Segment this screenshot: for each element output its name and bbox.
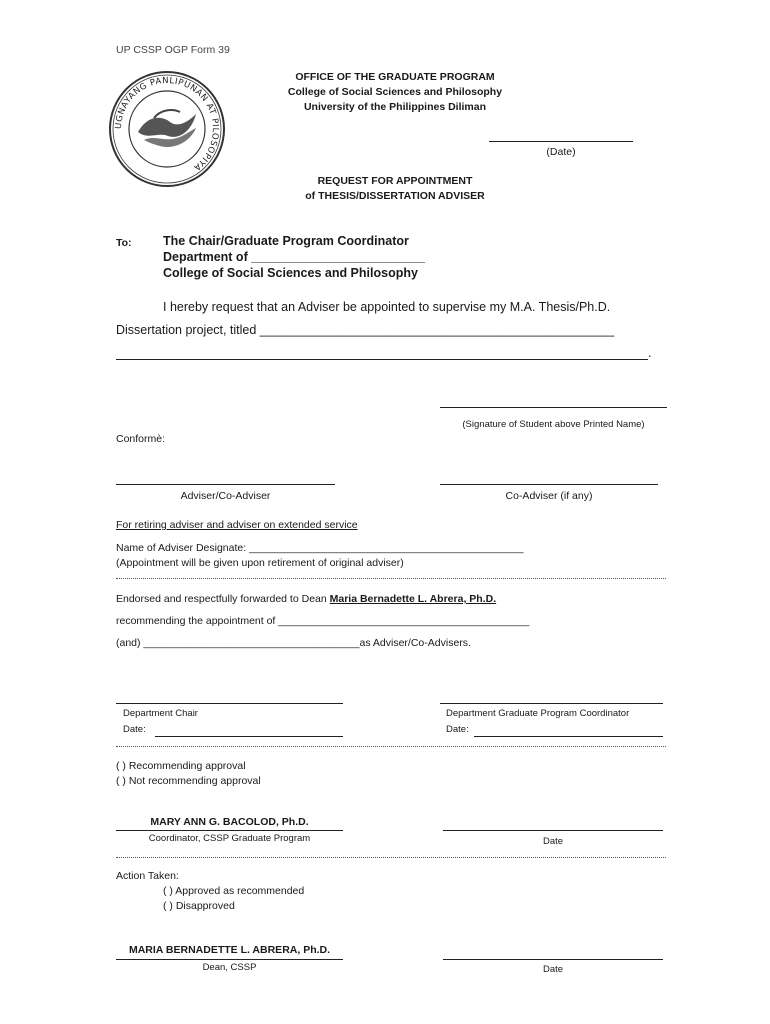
adviser-designate-field: Name of Adviser Designate: _______________________________________________ <box>116 542 524 554</box>
action-taken-label: Action Taken: <box>116 870 179 882</box>
coordinator-date-line[interactable] <box>474 736 663 737</box>
title-field-period: . <box>648 346 652 360</box>
header-office: OFFICE OF THE GRADUATE PROGRAM <box>295 71 495 83</box>
chair-date-line[interactable] <box>155 736 343 737</box>
gp-coordinator-title: Coordinator, CSSP Graduate Program <box>148 833 311 844</box>
divider <box>116 746 666 747</box>
student-signature-line[interactable] <box>440 407 667 408</box>
seal-text: UGNAYANG PANLIPUNAN AT PILOSOPIYA <box>113 75 221 173</box>
coordinator-date-label: Date: <box>446 724 469 735</box>
adviser-label: Adviser/Co-Adviser <box>180 490 271 502</box>
gp-coordinator-name: MARY ANN G. BACOLOD, Ph.D. <box>150 816 309 828</box>
divider <box>116 578 666 579</box>
dean-date-label: Date <box>542 964 564 975</box>
gp-coordinator-date-label: Date <box>542 836 564 847</box>
dean-title: Dean, CSSP <box>202 962 257 973</box>
to-line3: College of Social Sciences and Philosophy <box>163 266 418 280</box>
coordinator-signature-line[interactable] <box>440 703 663 704</box>
not-recommending-option[interactable]: ( ) Not recommending approval <box>116 775 261 787</box>
dean-name-signatory: MARIA BERNADETTE L. ABRERA, Ph.D. <box>128 944 331 956</box>
dean-signature-line[interactable] <box>116 959 343 960</box>
header-university: University of the Philippines Diliman <box>303 101 487 113</box>
header-college: College of Social Sciences and Philosophy <box>287 86 503 98</box>
gp-coordinator-signature-line[interactable] <box>116 830 343 831</box>
dean-date-line[interactable] <box>443 959 663 960</box>
chair-label: Department Chair <box>123 708 198 719</box>
chair-date-label: Date: <box>123 724 146 735</box>
form-code: UP CSSP OGP Form 39 <box>116 44 230 56</box>
student-signature-label: (Signature of Student above Printed Name) <box>462 419 645 430</box>
and-field: (and) _____________________________________as Adviser/Co-Advisers. <box>116 637 471 649</box>
endorse-prefix: Endorsed and respectfully forwarded to Dean <box>116 593 330 605</box>
recommending-approval-option[interactable]: ( ) Recommending approval <box>116 760 246 772</box>
coadviser-label: Co-Adviser (if any) <box>505 490 593 502</box>
retirement-note: (Appointment will be given upon retirement of original adviser) <box>116 557 404 569</box>
form-title: REQUEST FOR APPOINTMENT <box>317 175 473 187</box>
title-field-line2[interactable] <box>116 359 648 360</box>
title-field: Dissertation project, titled ___________________________________________________ <box>116 323 615 337</box>
endorse-line <box>116 593 496 605</box>
recommending-field: recommending the appointment of ___________________________________________ <box>116 615 530 627</box>
gp-coordinator-date-line[interactable] <box>443 830 663 831</box>
coordinator-label: Department Graduate Program Coordinator <box>446 708 630 719</box>
date-label: (Date) <box>546 146 576 158</box>
university-seal-logo <box>108 70 226 188</box>
to-line1: The Chair/Graduate Program Coordinator <box>163 234 409 248</box>
approved-option[interactable]: ( ) Approved as recommended <box>163 885 305 897</box>
to-label: To: <box>116 237 132 249</box>
retiring-heading: For retiring adviser and adviser on extended service <box>116 519 358 531</box>
request-paragraph: I hereby request that an Adviser be appointed to supervise my M.A. Thesis/Ph.D. <box>163 300 611 314</box>
to-line2: Department of _________________________ <box>163 250 425 264</box>
date-line[interactable] <box>489 141 633 142</box>
dean-name: Maria Bernadette L. Abrera, Ph.D. <box>329 593 497 605</box>
adviser-signature-line[interactable] <box>116 484 335 485</box>
chair-signature-line[interactable] <box>116 703 343 704</box>
coadviser-signature-line[interactable] <box>440 484 658 485</box>
conforme-label: Conformè: <box>116 433 166 445</box>
disapproved-option[interactable]: ( ) Disapproved <box>163 900 235 912</box>
form-subtitle: of THESIS/DISSERTATION ADVISER <box>305 190 485 202</box>
divider <box>116 857 666 858</box>
